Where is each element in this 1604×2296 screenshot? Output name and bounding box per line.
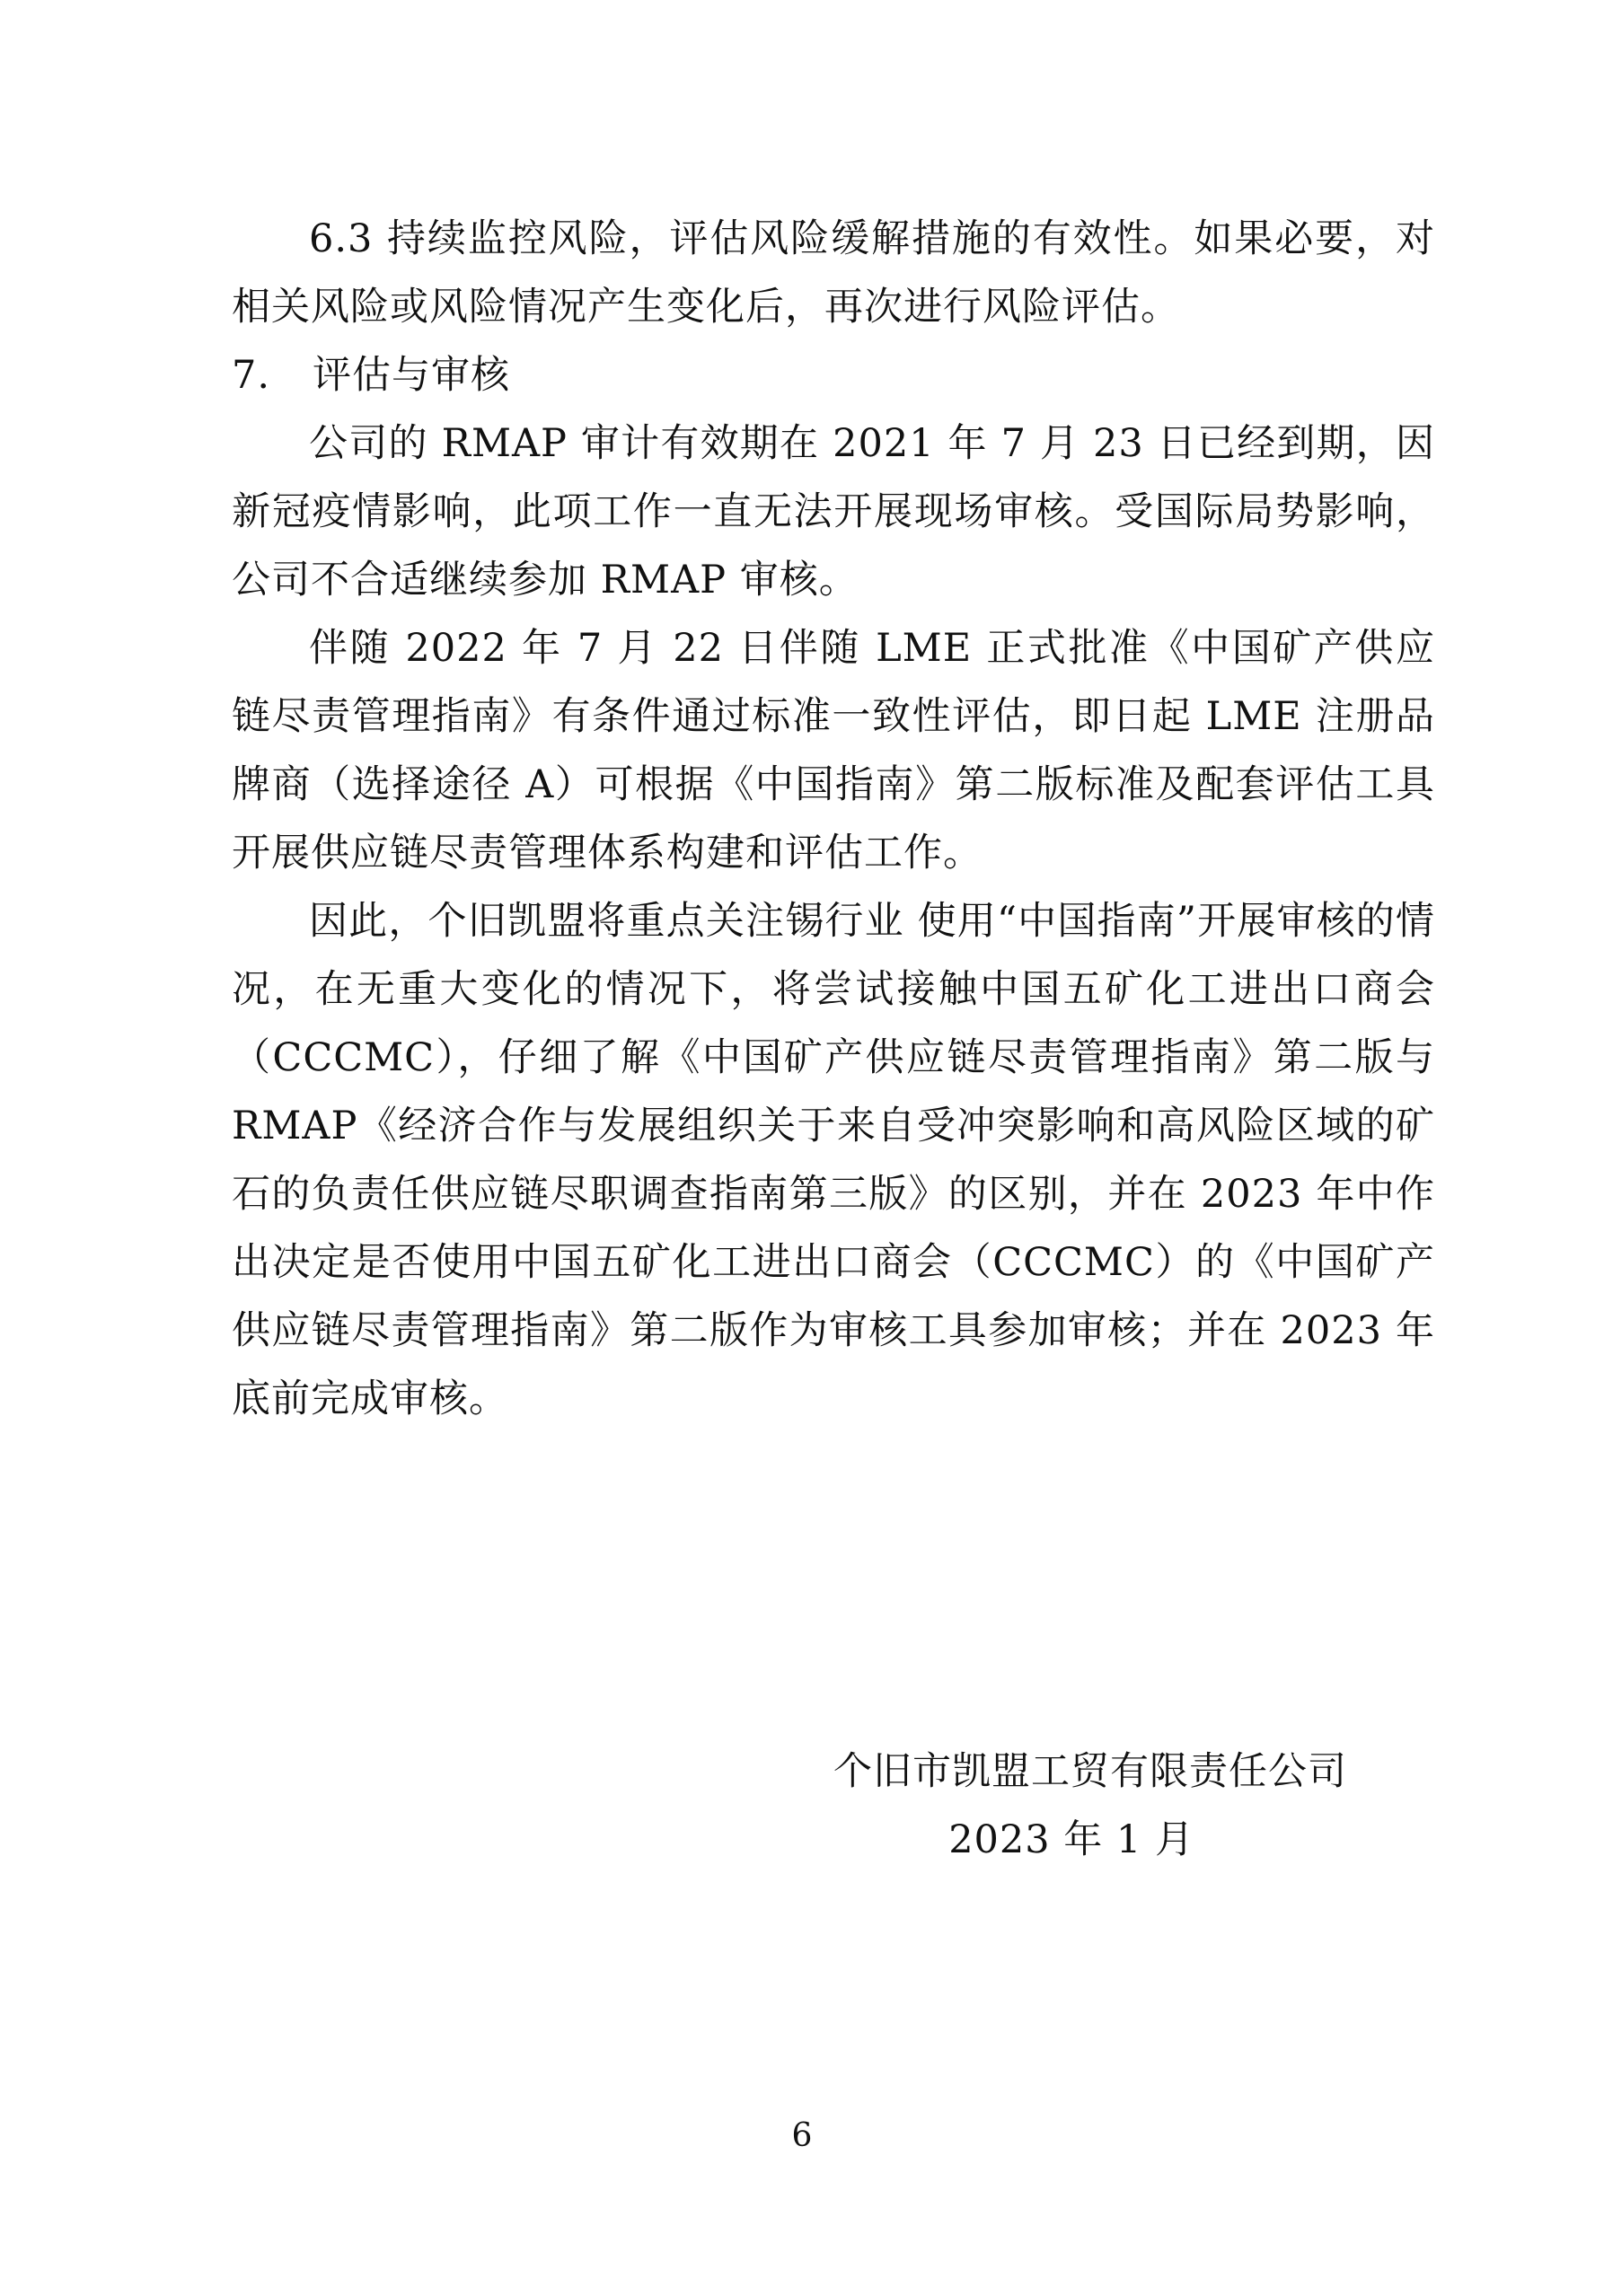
paragraph-lme-approval: 伴随 2022 年 7 月 22 日伴随 LME 正式批准《中国矿产供应链尽责管理指南》有条件通过标准一致性评估，即日起 LME 注册品牌商（选择途径 A）可根据《中国指南》第二版标准及配套评估工具开展供应链尽责管理体系构建和评估工作。 [232, 626, 1435, 875]
section-title: 评估与审核 [313, 353, 510, 398]
paragraph-rmap-expiry: 公司的 RMAP 审计有效期在 2021 年 7 月 23 日已经到期，因新冠疫情影响，此项工作一直无法开展现场审核。受国际局势影响，公司不合适继续参加 RMAP 审核。 [232, 421, 1435, 603]
section-heading-7 [232, 341, 1435, 409]
signature-company: 个旧市凯盟工贸有限责任公司 [833, 1749, 1347, 1794]
document-body [232, 205, 1435, 1433]
signature-block [718, 1737, 1365, 1874]
signature-date: 2023 年 1 月 [948, 1817, 1194, 1862]
paragraph-plan: 因此，个旧凯盟将重点关注锡行业 使用“中国指南”开展审核的情况，在无重大变化的情况下，将尝试接触中国五矿化工进出口商会（CCCMC），仔细了解《中国矿产供应链尽责管理指南》第二版与 RMAP《经济合作与发展组织关于来自受冲突影响和高风险区域的矿石的负责任供应链尽职调查指南第三版》的区别，并在 2023 年中作出决定是否使用中国五矿化工进出口商会（CCCMC）的《中国矿产供应链尽责管理指南》第二版作为审核工具参加审核；并在 2023 年底前完成审核。 [232, 899, 1435, 1421]
section-number: 7. [232, 353, 271, 398]
paragraph-6-3: 6.3 持续监控风险，评估风险缓解措施的有效性。如果必要，对相关风险或风险情况产生变化后，再次进行风险评估。 [232, 216, 1435, 330]
page-number: 6 [791, 2117, 813, 2154]
